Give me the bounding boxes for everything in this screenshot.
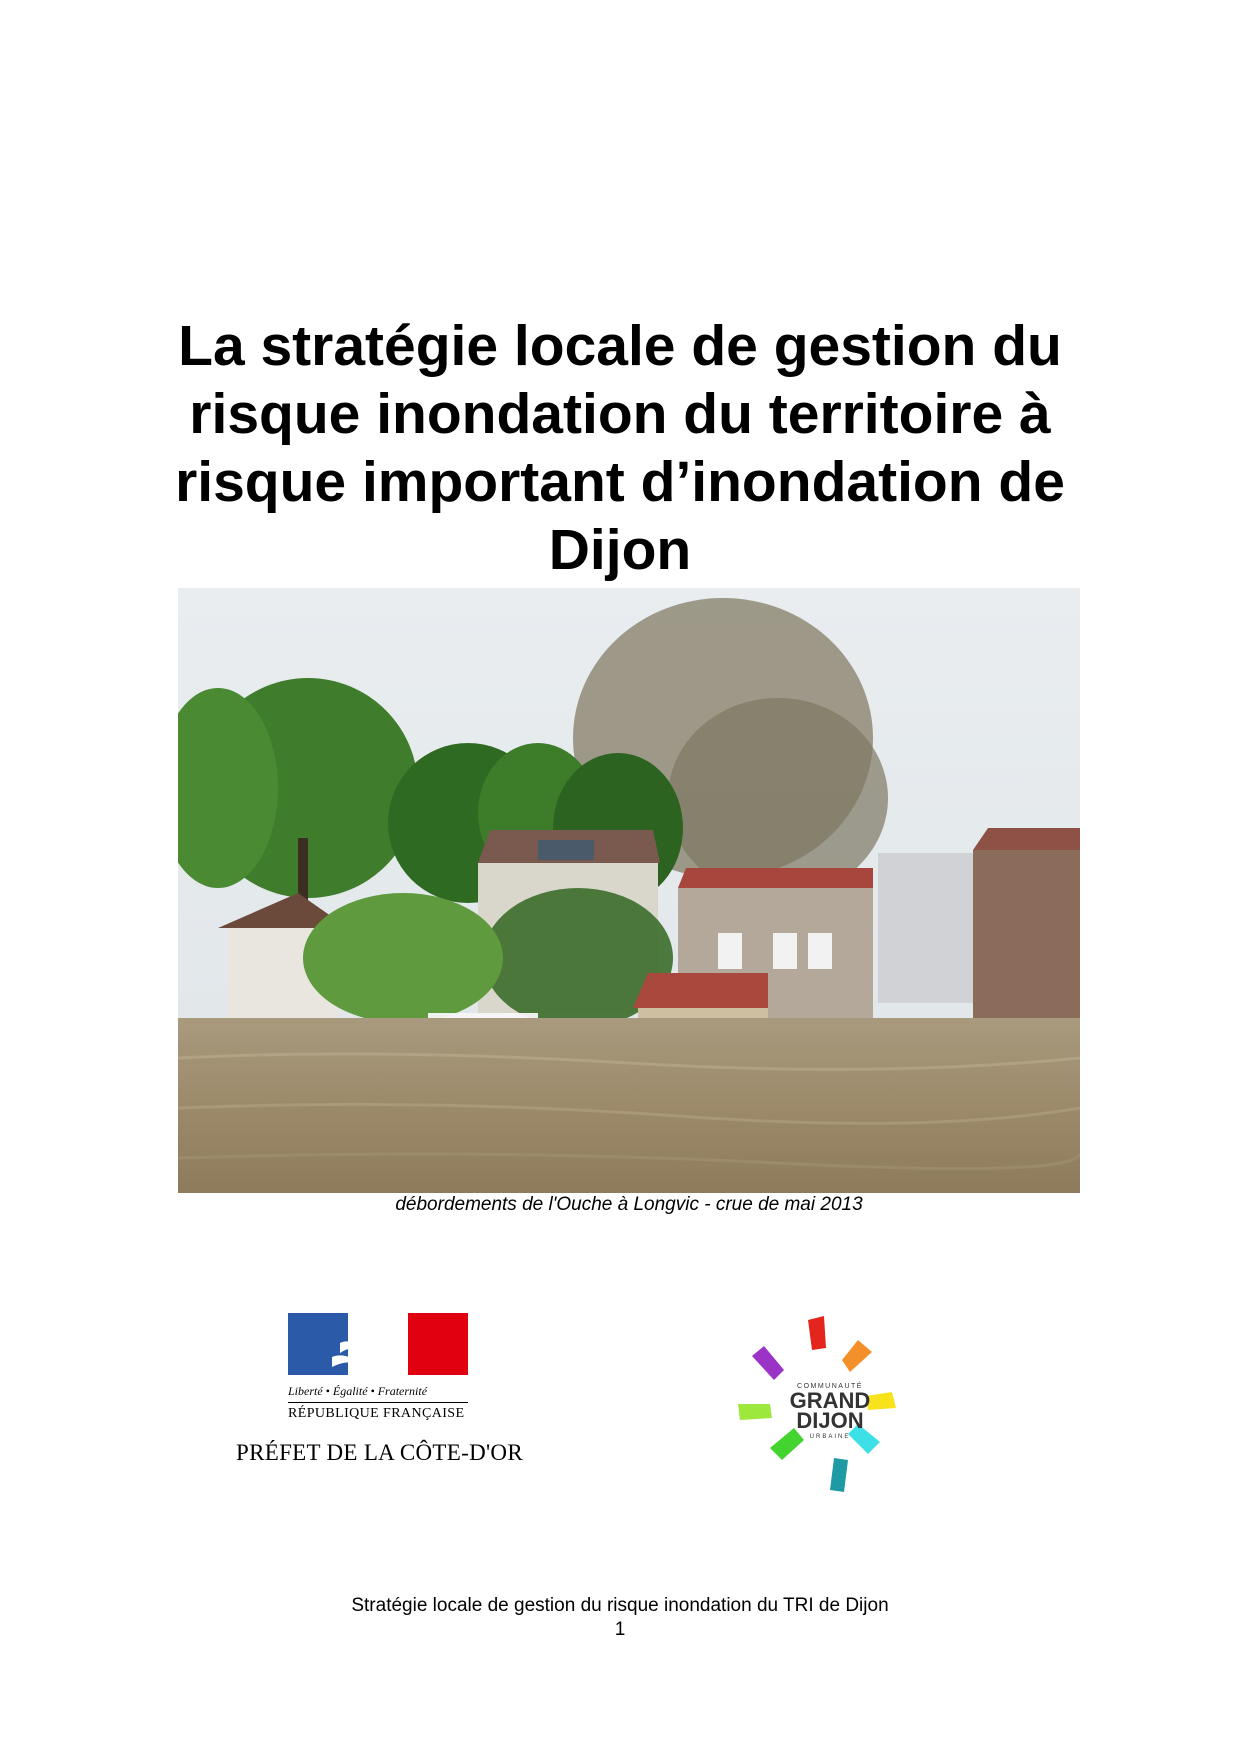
gd-bottom-text: URBAINE bbox=[809, 1434, 851, 1440]
gd-top-text: COMMUNAUTÉ bbox=[797, 1383, 863, 1390]
flood-photo bbox=[178, 588, 1080, 1193]
photo-caption: débordements de l'Ouche à Longvic - crue de mai 2013 bbox=[395, 1194, 863, 1215]
footer-text: Stratégie locale de gestion du risque inondation du TRI de Dijon bbox=[351, 1595, 889, 1616]
prefet-label: PRÉFET DE LA CÔTE-D'OR bbox=[236, 1440, 523, 1465]
title-line: Dijon bbox=[548, 518, 692, 582]
document-title bbox=[140, 312, 1100, 584]
title-line: La stratégie locale de gestion du bbox=[178, 314, 1062, 378]
rf-motto: Liberté • Égalité • Fraternité bbox=[288, 1384, 428, 1398]
title-line: risque inondation du territoire à bbox=[189, 382, 1051, 446]
gd-line1: GRAND bbox=[789, 1388, 871, 1413]
rf-name: RÉPUBLIQUE FRANÇAISE bbox=[288, 1406, 465, 1421]
gd-line2: DIJON bbox=[796, 1408, 864, 1433]
grand-dijon-emblem-icon bbox=[730, 1308, 930, 1508]
page-footer bbox=[0, 1594, 1240, 1642]
marianne-flag-icon bbox=[288, 1313, 468, 1375]
page-number: 1 bbox=[614, 1619, 626, 1640]
republique-francaise-logo bbox=[288, 1313, 468, 1425]
title-line: risque important d’inondation de bbox=[175, 450, 1065, 514]
grand-dijon-logo bbox=[730, 1308, 930, 1508]
